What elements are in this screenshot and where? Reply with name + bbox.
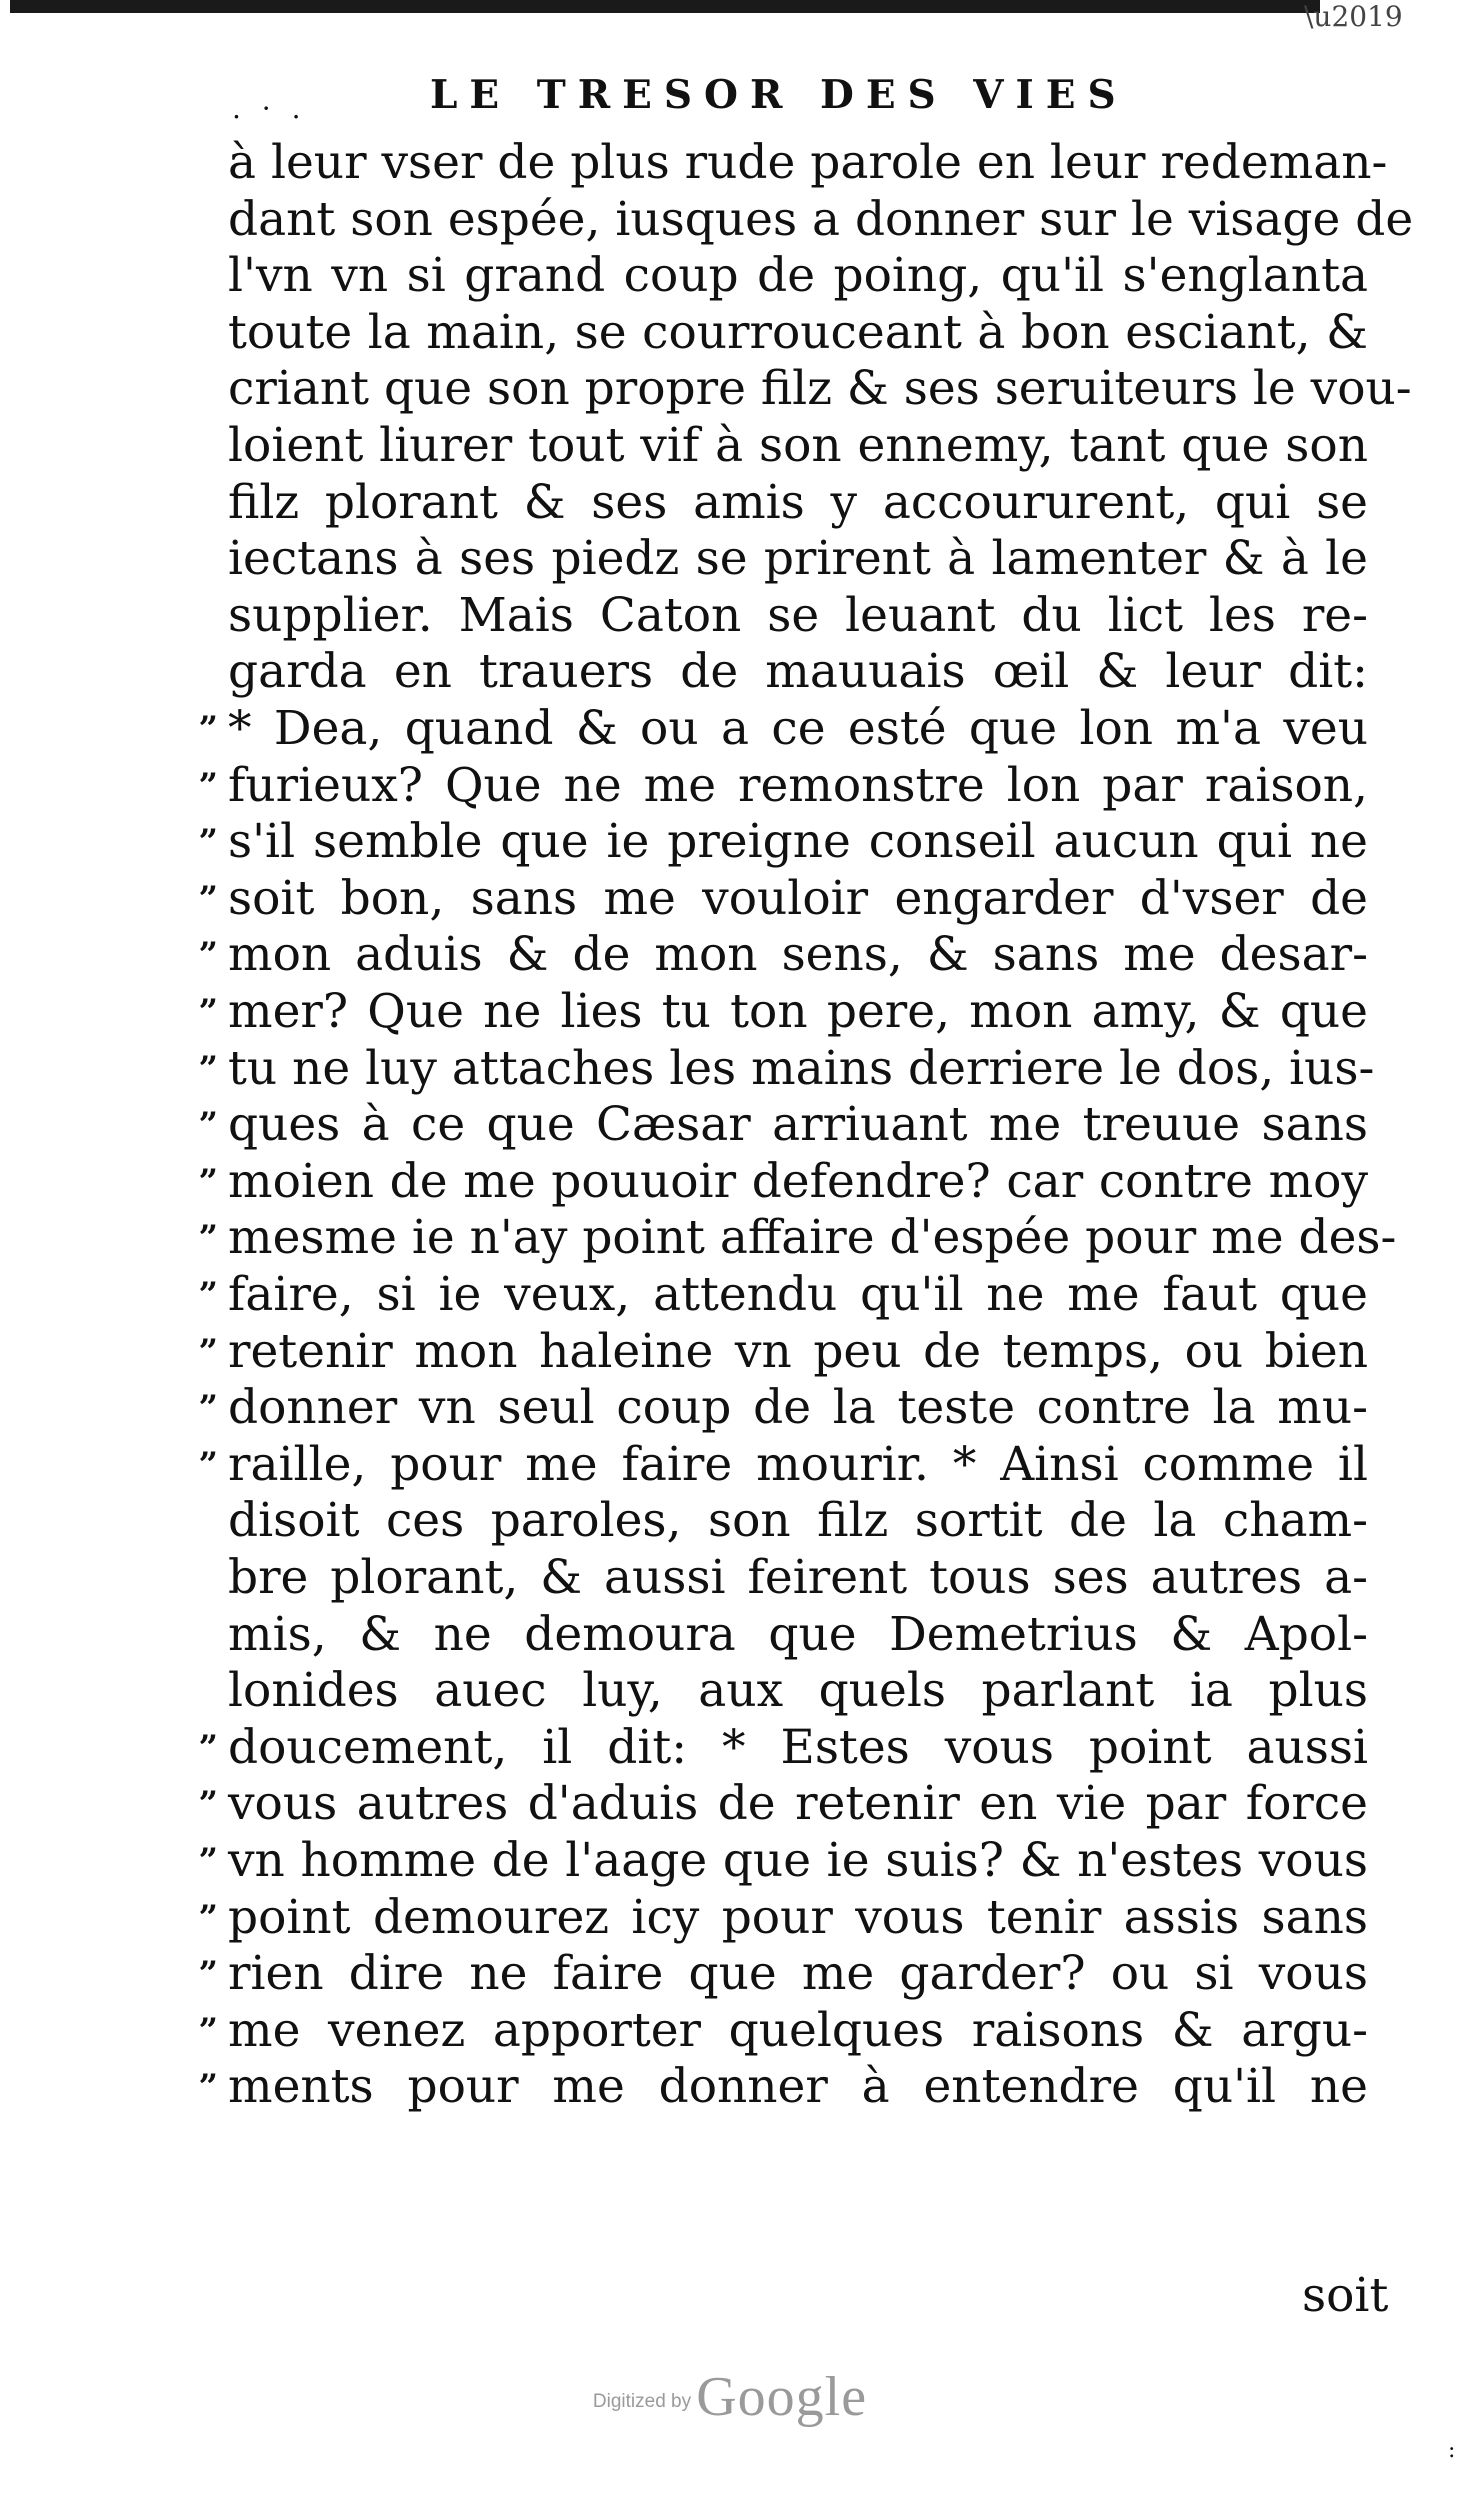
digitized-by-label: Digitized by [592,2391,692,2412]
text-line: raille, pour me faire mourir. * Ainsi comme il [228,1437,1368,1492]
text-line: bre plorant, & aussi feirent tous ses autres a- [228,1550,1368,1605]
text-line: criant que son propre filz & ses seruiteurs le vou- [228,361,1412,416]
margin-quote-mark: ” [198,2067,220,2107]
scan-mark: \u2019 [1304,0,1403,33]
text-line: dant son espée, iusques a donner sur le visage de [228,192,1414,247]
text-line: filz plorant & ses amis y accoururent, qui se [228,475,1368,530]
text-line: soit bon, sans me vouloir engarder d'vser de [228,871,1368,926]
margin-quote-mark: ” [198,766,220,806]
text-line: doucement, il dit: * Estes vous point aussi [228,1720,1368,1775]
text-line: retenir mon haleine vn peu de temps, ou bien [228,1324,1368,1379]
text-line: rien dire ne faire que me garder? ou si vous [228,1946,1368,2001]
text-line: l'vn vn si grand coup de poing, qu'il s'englanta [228,248,1368,303]
margin-quote-mark: ” [198,1162,220,1202]
catchword: soit [1302,2268,1389,2323]
text-line: garda en trauers de mauuais œil & leur dit: [228,644,1368,699]
margin-quote-mark: ” [198,1388,220,1428]
margin-quote-mark: ” [198,879,220,919]
text-line: vous autres d'aduis de retenir en vie par force [228,1776,1368,1831]
text-line: * Dea, quand & ou a ce esté que lon m'a veu [228,701,1368,756]
margin-quote-mark: ” [198,935,220,975]
text-line: mon aduis & de mon sens, & sans me desar- [228,927,1368,982]
margin-quote-mark: ” [198,822,220,862]
text-line: mer? Que ne lies tu ton pere, mon amy, & que [228,984,1368,1039]
margin-quote-mark: ” [198,1841,220,1881]
text-line: à leur vser de plus rude parole en leur redeman- [228,135,1388,190]
text-line: faire, si ie veux, attendu qu'il ne me faut que [228,1267,1368,1322]
margin-quote-mark: ” [198,1332,220,1372]
text-line: lonides auec luy, aux quels parlant ia plus [228,1663,1368,1718]
header-ornament-dots: . · . [232,92,307,125]
text-line: supplier. Mais Caton se leuant du lict les re- [228,588,1368,643]
text-line: ments pour me donner à entendre qu'il ne [228,2059,1368,2114]
margin-quote-mark: ” [198,1728,220,1768]
margin-quote-mark: ” [198,992,220,1032]
text-line: point demourez icy pour vous tenir assis sans [228,1890,1368,1945]
text-line: vn homme de l'aage que ie suis? & n'estes vous [228,1833,1368,1888]
margin-quote-mark: ” [198,1049,220,1089]
text-line: moien de me pouuoir defendre? car contre moy [228,1154,1368,1209]
margin-quote-mark: ” [198,1954,220,1994]
margin-quote-mark: ” [198,1105,220,1145]
margin-quote-mark: ” [198,1445,220,1485]
text-line: ques à ce que Cæsar arriuant me treuue sans [228,1097,1368,1152]
scan-corner-mark: : [1448,2438,1456,2463]
margin-quote-mark: ” [198,1218,220,1258]
running-title: LE TRESOR DES VIES [430,72,1128,118]
digitization-footer [0,2365,1460,2429]
text-line: me venez apporter quelques raisons & argu- [228,2003,1368,2058]
margin-quote-mark: ” [198,1275,220,1315]
text-line: disoit ces paroles, son filz sortit de la cham- [228,1493,1368,1548]
google-logo: Google [696,2366,868,2428]
text-line: mis, & ne demoura que Demetrius & Apol- [228,1607,1368,1662]
text-line: mesme ie n'ay point affaire d'espée pour me des- [228,1210,1397,1265]
text-line: iectans à ses piedz se prirent à lamenter & à le [228,531,1368,586]
margin-quote-mark: ” [198,709,220,749]
text-line: tu ne luy attaches les mains derriere le dos, ius- [228,1041,1375,1096]
text-line: s'il semble que ie preigne conseil aucun qui ne [228,814,1368,869]
margin-quote-mark: ” [198,2011,220,2051]
text-line: loient liurer tout vif à son ennemy, tant que son [228,418,1368,473]
text-line: furieux? Que ne me remonstre lon par raison, [228,758,1368,813]
margin-quote-mark: ” [198,1898,220,1938]
margin-quote-mark: ” [198,1784,220,1824]
text-line: toute la main, se courrouceant à bon esciant, & [228,305,1368,360]
text-line: donner vn seul coup de la teste contre la mu- [228,1380,1368,1435]
